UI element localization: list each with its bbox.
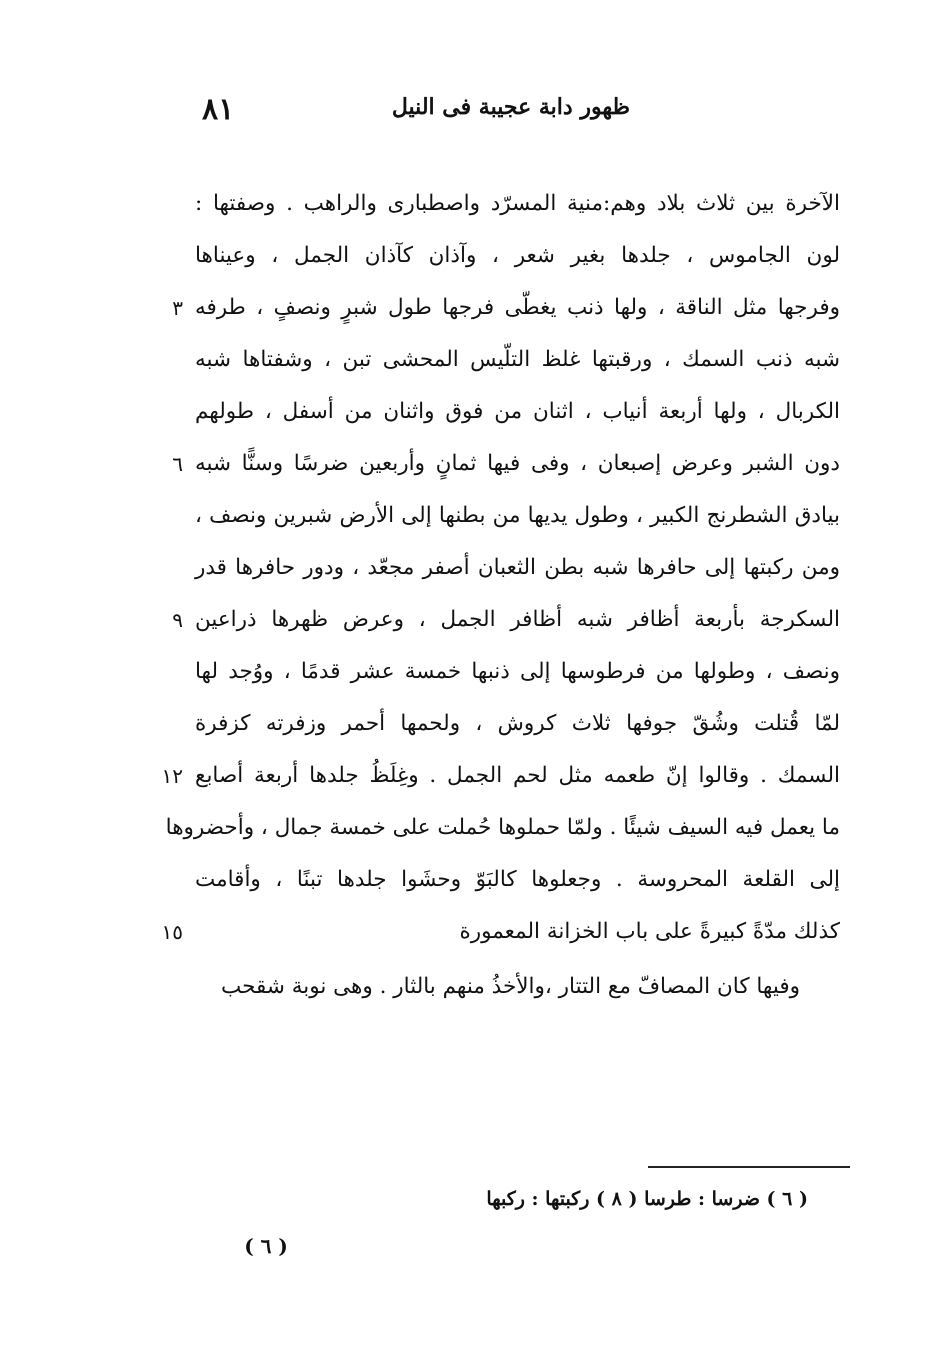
text-line — [161, 906, 840, 958]
footnote: ( ٦ ) ضرسا : طرسا ( ٨ ) ركبتها : ركبها — [486, 1188, 808, 1210]
running-title: ظهور دابة عجيبة فى النيل — [391, 94, 630, 120]
text-line-content: لمّا قُتلت وشُقّ جوفها ثلاث كروش ، ولحمها أحمر وزفرته كزفرة — [195, 711, 840, 736]
text-line-content: دون الشبر وعرض إصبعان ، وفى فيها ثمانٍ وأربعين ضرسًا وسنًّا شبه — [195, 451, 840, 476]
text-line — [165, 802, 840, 854]
text-line — [195, 490, 840, 542]
section-opening-text: وفيها كان المصافّ مع التتار ،والأخذُ منهم بالثار . وهى نوبة شقحب — [220, 974, 800, 999]
text-line — [172, 282, 840, 334]
text-line-content: السكرجة بأربعة أظافر شبه أظافر الجمل ، وعرض ظهرها ذراعين — [195, 607, 840, 632]
section-opening-line — [220, 965, 800, 1009]
text-line — [172, 594, 840, 646]
text-line-content: الآخرة بين ثلاث بلاد وهم:منية المسرّد واصطبارى والراهب . وصفتها : — [195, 191, 840, 216]
text-line — [195, 230, 840, 282]
line-number-marker: ٣ — [172, 296, 183, 320]
page-header — [190, 92, 630, 132]
text-line — [195, 698, 840, 750]
line-number-marker: ١٢ — [161, 764, 183, 788]
text-line-content: ما يعمل فيه السيف شيئًا . ولمّا حملوها حُملت على خمسة جمال ، وأحضروها — [165, 815, 840, 840]
text-line — [195, 854, 840, 906]
text-line-content: كذلك مدّةً كبيرةً على باب الخزانة المعمورة — [459, 919, 840, 944]
main-text-block — [161, 178, 840, 958]
text-line-content: شبه ذنب السمك ، ورقبتها غلظ التلّيس المحشى تبن ، وشفتاها شبه — [195, 347, 840, 372]
text-line-content: لون الجاموس ، جلدها بغير شعر ، وآذان كآذان الجمل ، وعيناها — [195, 243, 840, 268]
line-number-marker: ٩ — [172, 608, 183, 632]
footnote-divider — [648, 1166, 850, 1168]
text-line-content: الكربال ، ولها أربعة أنياب ، اثنان من فوق واثنان من أسفل ، طولهم — [195, 399, 840, 424]
text-line-content: وفرجها مثل الناقة ، ولها ذنب يغطّى فرجها طول شبرٍ ونصفٍ ، طرفه — [195, 295, 840, 320]
text-line-content: إلى القلعة المحروسة . وجعلوها كالبَوّ وحشَوا جلدها تبنًا ، وأقامت — [195, 867, 840, 892]
text-line — [195, 178, 840, 230]
text-line — [195, 646, 840, 698]
page-number: ٨١ — [202, 92, 235, 127]
text-line — [161, 750, 840, 802]
line-number-marker: ٦ — [172, 452, 183, 476]
text-line — [195, 542, 840, 594]
text-line — [195, 334, 840, 386]
text-line-content: السمك . وقالوا إنّ طعمه مثل لحم الجمل . وغِلَظُ جلدها أربعة أصابع — [195, 763, 840, 788]
text-line — [172, 438, 840, 490]
line-number-marker: ١٥ — [161, 920, 183, 944]
text-line — [195, 386, 840, 438]
text-line-content: ونصف ، وطولها من فرطوسها إلى ذنبها خمسة عشر قدمًا ، ووُجد لها — [195, 659, 840, 684]
text-line-content: بيادق الشطرنج الكبير ، وطول يديها من بطنها إلى الأرض شبرين ونصف ، — [195, 503, 840, 528]
text-line-content: ومن ركبتها إلى حافرها شبه بطن الثعبان أصفر مجعّد ، ودور حافرها قدر — [195, 555, 840, 580]
signature-mark: ( ٦ ) — [244, 1234, 288, 1258]
